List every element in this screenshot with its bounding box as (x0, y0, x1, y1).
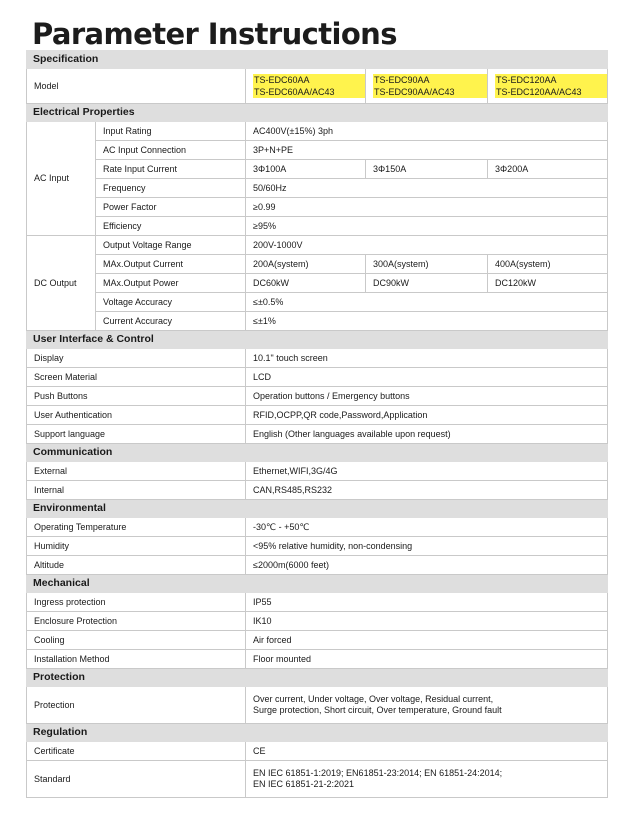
row-label: Output Voltage Range (96, 236, 246, 255)
row-label: Ingress protection (27, 593, 246, 612)
row-value: Ethernet,WIFI,3G/4G (246, 462, 608, 481)
row-label: Protection (27, 687, 246, 724)
row-value: 200V-1000V (246, 236, 608, 255)
row-label: Certificate (27, 742, 246, 761)
row-label: User Authentication (27, 406, 246, 425)
row-label: Efficiency (96, 217, 246, 236)
row-label: Input Rating (96, 122, 246, 141)
row-label: Standard (27, 761, 246, 798)
row-label: Rate Input Current (96, 160, 246, 179)
row-label: Cooling (27, 631, 246, 650)
row-label-model: Model (27, 69, 246, 104)
row-value: ≥0.99 (246, 198, 608, 217)
row-label: Frequency (96, 179, 246, 198)
table-row (27, 179, 608, 198)
model-name: TS-EDC90AA (373, 74, 487, 86)
row-value-multiline (246, 761, 608, 798)
row-label: Humidity (27, 537, 246, 556)
table-row (27, 612, 608, 631)
row-label: Installation Method (27, 650, 246, 669)
model-name: TS-EDC120AA (495, 74, 607, 86)
table-row (27, 160, 608, 179)
table-row (27, 122, 608, 141)
page-title: Parameter Instructions (32, 17, 397, 51)
table-row (27, 312, 608, 331)
parameter-table (26, 50, 608, 798)
table-row (27, 537, 608, 556)
row-label: Display (27, 349, 246, 368)
row-value: 400A(system) (488, 255, 608, 274)
row-label: Screen Material (27, 368, 246, 387)
table-row (27, 650, 608, 669)
section-header-mechanical: Mechanical (27, 575, 608, 593)
row-label: Enclosure Protection (27, 612, 246, 631)
table-row (27, 593, 608, 612)
model-name: TS-EDC60AA (253, 74, 365, 86)
row-value-multiline (246, 687, 608, 724)
section-header-regulation: Regulation (27, 724, 608, 742)
table-row (27, 761, 608, 798)
table-row (27, 556, 608, 575)
table-row (27, 141, 608, 160)
section-header-communication: Communication (27, 444, 608, 462)
model-variant: TS-EDC60AA/AC43 (253, 86, 365, 98)
table-row (27, 742, 608, 761)
section-header-electrical: Electrical Properties (27, 104, 608, 122)
row-value: 200A(system) (246, 255, 366, 274)
standard-line: EN IEC 61851-21-2:2021 (253, 779, 355, 789)
group-label-dc-output: DC Output (27, 236, 96, 331)
row-value: ≤±0.5% (246, 293, 608, 312)
row-label: External (27, 462, 246, 481)
table-row (27, 631, 608, 650)
model-variant: TS-EDC120AA/AC43 (495, 86, 607, 98)
protection-line: Surge protection, Short circuit, Over temperature, Ground fault (253, 705, 502, 715)
table-row (27, 255, 608, 274)
table-row (27, 368, 608, 387)
row-value: DC90kW (366, 274, 488, 293)
row-value: IK10 (246, 612, 608, 631)
row-value: <95% relative humidity, non-condensing (246, 537, 608, 556)
table-row (27, 274, 608, 293)
standard-line: EN IEC 61851-1:2019; EN61851-23:2014; EN 61851-24:2014; (253, 768, 503, 778)
section-header-specification: Specification (27, 51, 608, 69)
row-label: Support language (27, 425, 246, 444)
row-value: CE (246, 742, 608, 761)
table-row (27, 462, 608, 481)
row-label: Operating Temperature (27, 518, 246, 537)
row-value: English (Other languages available upon request) (246, 425, 608, 444)
table-row-model (27, 69, 608, 104)
row-value: 300A(system) (366, 255, 488, 274)
row-value: 10.1" touch screen (246, 349, 608, 368)
row-value: RFID,OCPP,QR code,Password,Application (246, 406, 608, 425)
table-row (27, 217, 608, 236)
row-value: AC400V(±15%) 3ph (246, 122, 608, 141)
row-value: DC120kW (488, 274, 608, 293)
group-label-ac-input: AC Input (27, 122, 96, 236)
row-label: Push Buttons (27, 387, 246, 406)
section-header-ui-control: User Interface & Control (27, 331, 608, 349)
row-label: AC Input Connection (96, 141, 246, 160)
protection-line: Over current, Under voltage, Over voltage, Residual current, (253, 694, 494, 704)
row-value: IP55 (246, 593, 608, 612)
row-value: 3Φ100A (246, 160, 366, 179)
row-value: LCD (246, 368, 608, 387)
table-row (27, 293, 608, 312)
row-label: Power Factor (96, 198, 246, 217)
model-cell-60 (246, 69, 366, 104)
row-label: Altitude (27, 556, 246, 575)
row-label: MAx.Output Current (96, 255, 246, 274)
row-value: 3Φ200A (488, 160, 608, 179)
row-value: ≤±1% (246, 312, 608, 331)
row-label: Current Accuracy (96, 312, 246, 331)
row-value: CAN,RS485,RS232 (246, 481, 608, 500)
row-value: -30℃ - +50℃ (246, 518, 608, 537)
row-value: Operation buttons / Emergency buttons (246, 387, 608, 406)
table-row (27, 349, 608, 368)
row-value: Air forced (246, 631, 608, 650)
row-value: 50/60Hz (246, 179, 608, 198)
row-value: 3P+N+PE (246, 141, 608, 160)
model-cell-90 (366, 69, 488, 104)
model-variant: TS-EDC90AA/AC43 (373, 86, 487, 98)
table-row (27, 687, 608, 724)
table-row (27, 236, 608, 255)
table-row (27, 406, 608, 425)
table-row (27, 198, 608, 217)
table-row (27, 425, 608, 444)
model-cell-120 (488, 69, 608, 104)
section-header-environmental: Environmental (27, 500, 608, 518)
row-value: 3Φ150A (366, 160, 488, 179)
row-value: DC60kW (246, 274, 366, 293)
table-row (27, 518, 608, 537)
row-value: ≤2000m(6000 feet) (246, 556, 608, 575)
row-label: MAx.Output Power (96, 274, 246, 293)
table-row (27, 387, 608, 406)
row-label: Voltage Accuracy (96, 293, 246, 312)
row-label: Internal (27, 481, 246, 500)
row-value: ≥95% (246, 217, 608, 236)
section-header-protection: Protection (27, 669, 608, 687)
parameter-sheet (26, 50, 607, 798)
row-value: Floor mounted (246, 650, 608, 669)
table-row (27, 481, 608, 500)
